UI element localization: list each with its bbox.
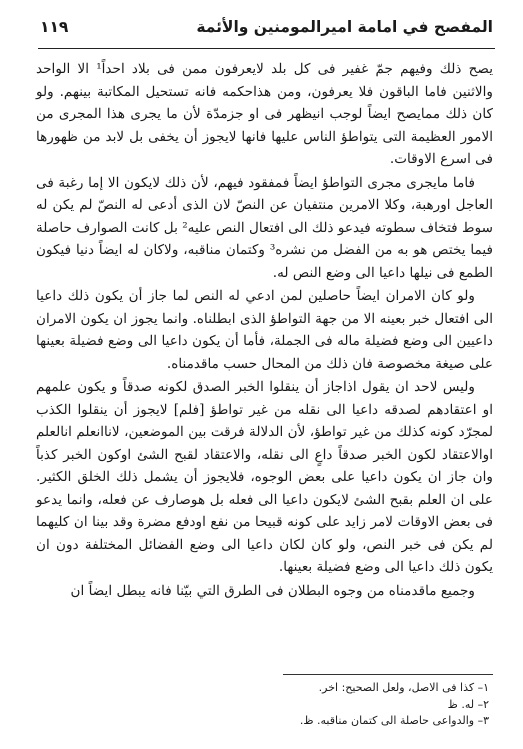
paragraph-5: وجميع ماقدمناه من وجوه البطلان فى الطرق التي بيّنا فانه يبطل ايضاً ان: [70, 582, 475, 599]
paragraph-1: يصح ذلك وفيهم جمّ غفير فى كل بلد لايعرفون ممن فى بلاد احداً¹ الا الواحد والاثنين فاما الباقون فلا يعرفون، ومن هذاحكمه فانه تستحيل المكاتبة بينهم. ولو كان ذلك ممايصح ايضاً لوجب انيظهر فى او جزمدّة لأن ما يجرى هذا المجرى من الامور العظيمة التى يتواطؤ الناس عليها فانها لايجوز أن يخفى بل لابد من ظهورها فى اسرع الاوقات.: [36, 61, 493, 167]
paragraph-4: وليس لاحد ان يقول اذاجاز أن ينقلوا الخبر الصدق لكونه صدقاً و يكون علمهم او اعتقادهم لصدقه داعيا الى نقله من غير تواطؤ [فلم] لايجوز أن ينقلوا الكذب لمجرّد كونه كذلك من غير تواطؤ، لأن الدلالة فرقت بين الموضعين، لاناانعلم انالعلم اوالاعتقاد لكون الخبر صدقاً داعٍ الى نقله، والاعتقاد لقبح الشئ اوكون الخبر كذباً وان جاز ان يكون داعيا على بعض الوجوه، فلايجوز أن يشمل ذلك الخلق الكثير. على ان العلم بقبح الشئ لايكون داعيا الى فعله بل هوصارف عن فعله، وانما يدعو فى بعض الاوقات لامر زايد على كونه قبيحا من نفع اودفع مضرة وقد بينا ان كليهما لم يكن فى خبر النص، ولو كان لكان داعيا الى وضع الفضائل المختلفة دون ان يكون ذلك داعيا الى وضع فضيلة بعينها.: [36, 379, 493, 575]
footnote-2: ٢– له. ظ: [447, 697, 489, 711]
footnote-1: ١– كذا فى الاصل، ولعل الصحيح: اخر.: [318, 681, 489, 694]
footnotes: [49, 680, 489, 730]
footnote-3: ٣– والدواعى حاصلة الى كتمان مناقبه. ظ.: [299, 714, 489, 727]
paragraph-3: ولو كان الامران ايضاً حاصلين لمن ادعي له النص لما جاز أن يكون ذلك داعيا الى افتعال خبر بعينه الا من جهة التواطؤ الذى ابطلناه. وانما يجوز ان يكون الامران داعيين الى وضع فضيلة ماله فى الجملة، فأما أن يكون داعيا الى وضع فضيلة بعينها على صيغة مخصوصة فان ذلك من المحال حسب ماقدمناه.: [36, 288, 493, 372]
page-number: ١١٩: [40, 18, 69, 36]
running-title: المفصح في امامة اميرالمومنين والأئمة: [196, 18, 493, 36]
page-header: [40, 18, 493, 36]
body-text: [36, 58, 493, 603]
header-rule: [38, 48, 495, 49]
paragraph-2: فاما مايجرى مجرى التواطؤ ايضاً فمفقود فيهم، لأن ذلك لايكون الا إما رغبة فى العاجل اورهبة، وكلا الامرين منتفيان عن النصّ لان الذى أدعى له النصّ لم يكن له سوط فتخاف سطوته فيدعو ذلك الى افتعال النص عليه² بل كانت الصوارف حاصلة فيما يختص هو به من الفضل من نشره³ وكتمان مناقبه، ولاكان له ايضاً دنيا فيكون الطمع فى نيلها داعيا الى وضع النص له.: [36, 174, 493, 281]
footnote-rule: [283, 674, 493, 675]
